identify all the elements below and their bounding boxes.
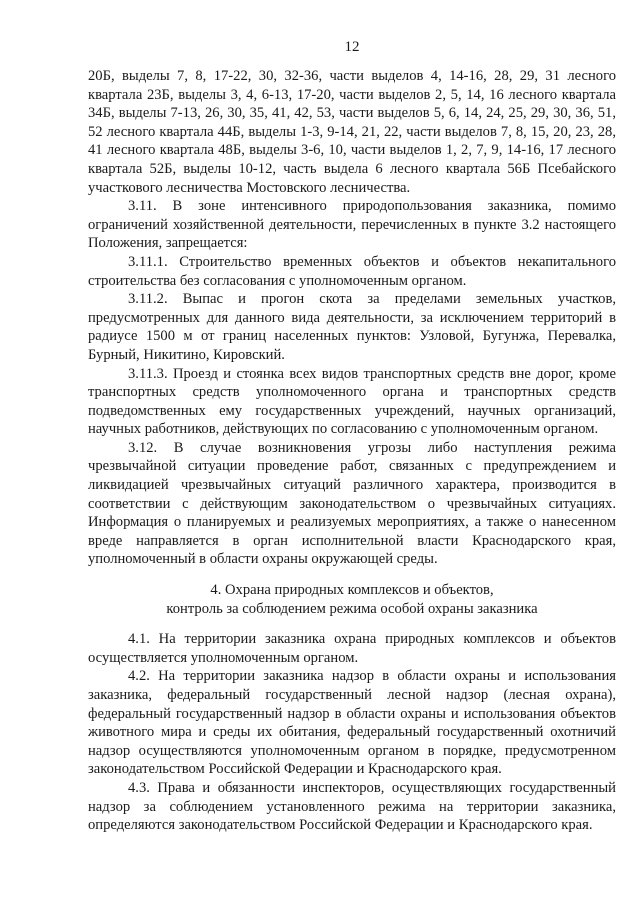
paragraph-continuation: 20Б, выделы 7, 8, 17-22, 30, 32-36, части выделов 4, 14-16, 28, 29, 31 лесного квартала 23Б, выделы 3, 4, 6-13, 17-20, части выделов 2, 5, 14, 16 лесного квартала 34Б, выделы 7-13, 26, 30, 35, 41, 42, 53, части выделов 5, 6, 14, 24, 25, 29, 30, 36, 51, 52 лесного квартала 44Б, выделы 1-3, 9-14, 21, 22, части выделов 7, 8, 15, 20, 23, 28, 41 лесного квартала 48Б, выделы 3-6, 10, части выделов 1, 2, 7, 9, 14-16, 17 лесного квартала 52Б, выделы 10-12, часть выдела 6 лесного квартала 56Б Псебайского участкового лесничества Мостовского лесничества.	[88, 68, 616, 196]
page-number: 12	[344, 39, 360, 55]
paragraph-3-11-1: 3.11.1. Строительство временных объектов и объектов некапитального строительства без согласования с уполномоченным органом.	[88, 253, 616, 289]
body-top	[88, 67, 616, 569]
paragraph-4-2: 4.2. На территории заказника надзор в области охраны и использования заказника, федеральный государственный лесной надзор (лесная охрана), федеральный государственный надзор в области охраны и использования объектов животного мира и среды их обитания, федеральный государственный охотничий надзор осуществляются уполномоченным органом в порядке, предусмотренном законодательством Российской Федерации и Краснодарского края.	[88, 668, 616, 778]
section-heading-line-2: контроль за соблюдением режима особой охраны заказника	[166, 600, 538, 617]
paragraph-4-1: 4.1. На территории заказника охрана природных комплексов и объектов осуществляется уполномоченным органом.	[88, 631, 616, 666]
section-heading-line-1: 4. Охрана природных комплексов и объектов,	[210, 582, 494, 599]
section-heading	[88, 581, 616, 618]
paragraph-4-3: 4.3. Права и обязанности инспекторов, осуществляющих государственный надзор за соблюдением установленного режима на территории заказника, определяются законодательством Российской Федерации и Краснодарского края.	[88, 779, 616, 834]
paragraph-3-11: 3.11. В зоне интенсивного природопользования заказника, помимо ограничений хозяйственной деятельности, перечисленных в пункте 3.2 настоящего Положения, запрещается:	[88, 198, 616, 252]
paragraph-3-12: 3.12. В случае возникновения угрозы либо наступления режима чрезвычайной ситуации проведение работ, связанных с предупреждением и ликвидацией чрезвычайных ситуаций различного характера, производится в соответствии с действующим законодательством о чрезвычайных ситуациях. Информация о планируемых и реализуемых мероприятиях, а также о нанесенном вреде направляется в орган исполнительной власти Краснодарского края, уполномоченный в области охраны окружающей среды.	[88, 439, 616, 568]
paragraph-3-11-2: 3.11.2. Выпас и прогон скота за пределами земельных участков, предусмотренных для данного вида деятельности, за исключением территорий в радиусе 1500 м от границ населенных пунктов: Узловой, Бугунжа, Перевалка, Бурный, Никитино, Кировский.	[88, 291, 616, 363]
body-bottom	[88, 630, 616, 835]
paragraph-3-11-3: 3.11.3. Проезд и стоянка всех видов транспортных средств вне дорог, кроме транспортных средств уполномоченного органа и транспортных средств подведомственных ему государственных учреждений, научных организаций, научных работников, действующих по согласованию с уполномоченным органом.	[88, 365, 616, 438]
